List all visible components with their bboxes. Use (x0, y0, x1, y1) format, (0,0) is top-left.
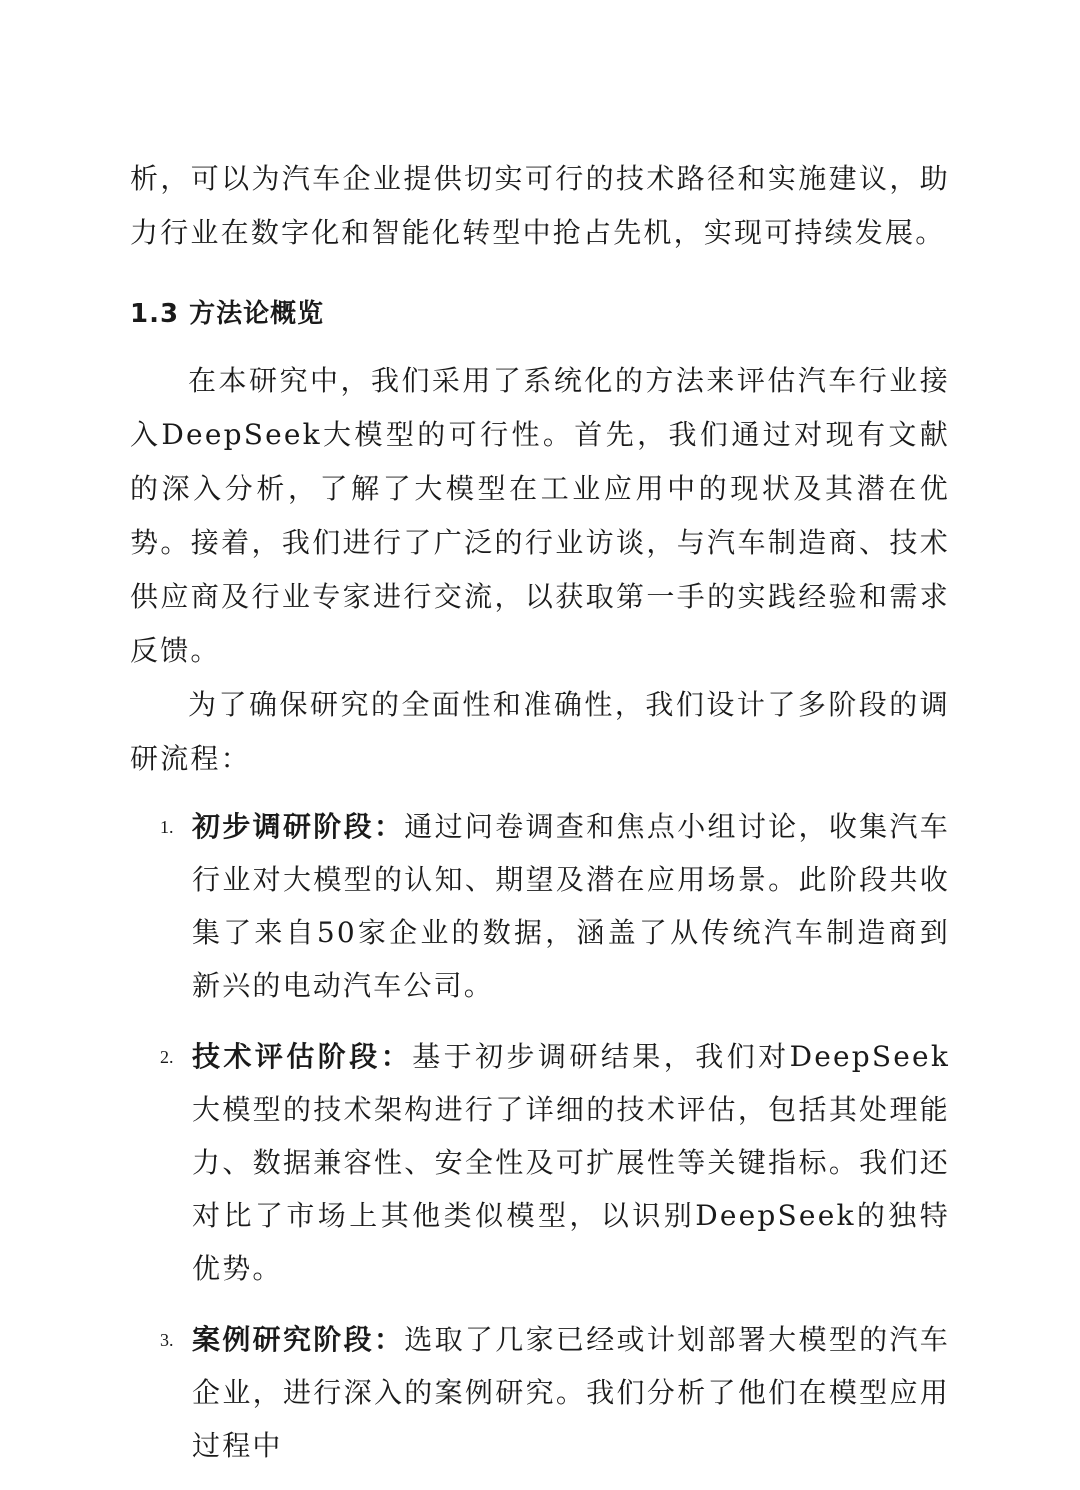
list-item-body (192, 800, 950, 1012)
list-item-text: 通过问卷调查和焦点小组讨论，收集汽车行业对大模型的认知、期望及潜在应用场景。此阶段共收集了来自50家企业的数据，涵盖了从传统汽车制造商到新兴的电动汽车公司。 (192, 810, 950, 1002)
list-item-title: 技术评估阶段： (192, 1040, 413, 1073)
list-item (130, 1313, 950, 1472)
process-intro-paragraph: 为了确保研究的全面性和准确性，我们设计了多阶段的调研流程： (130, 688, 950, 775)
methodology-paragraph: 在本研究中，我们采用了系统化的方法来评估汽车行业接入DeepSeek大模型的可行性。首先，我们通过对现有文献的深入分析，了解了大模型在工业应用中的现状及其潜在优势。接着，我们进行了广泛的行业访谈，与汽车制造商、技术供应商及行业专家进行交流，以获取第一手的实践经验和需求反馈。 (130, 364, 950, 667)
section-heading: 1.3 方法论概览 (130, 299, 325, 329)
list-item-number: 3. (160, 1330, 174, 1350)
list-item-title: 案例研究阶段： (192, 1323, 405, 1356)
list-item-number: 1. (160, 817, 174, 837)
list-item (130, 1030, 950, 1295)
list-item-text: 基于初步调研结果，我们对DeepSeek大模型的技术架构进行了详细的技术评估，包括其处理能力、数据兼容性、安全性及可扩展性等关键指标。我们还对比了市场上其他类似模型，以识别DeepSeek的独特优势。 (192, 1040, 950, 1285)
intro-continuation-paragraph: 析，可以为汽车企业提供切实可行的技术路径和实施建议，助力行业在数字化和智能化转型中抢占先机，实现可持续发展。 (130, 162, 950, 249)
list-item (130, 800, 950, 1012)
research-steps-list (130, 800, 950, 1472)
document-page (130, 152, 950, 1490)
list-item-number: 2. (160, 1047, 174, 1067)
list-item-body (192, 1030, 950, 1295)
list-item-title: 初步调研阶段： (192, 810, 405, 843)
list-item-text: 选取了几家已经或计划部署大模型的汽车企业，进行深入的案例研究。我们分析了他们在模型应用过程中 (192, 1323, 950, 1462)
list-item-body (192, 1313, 950, 1472)
